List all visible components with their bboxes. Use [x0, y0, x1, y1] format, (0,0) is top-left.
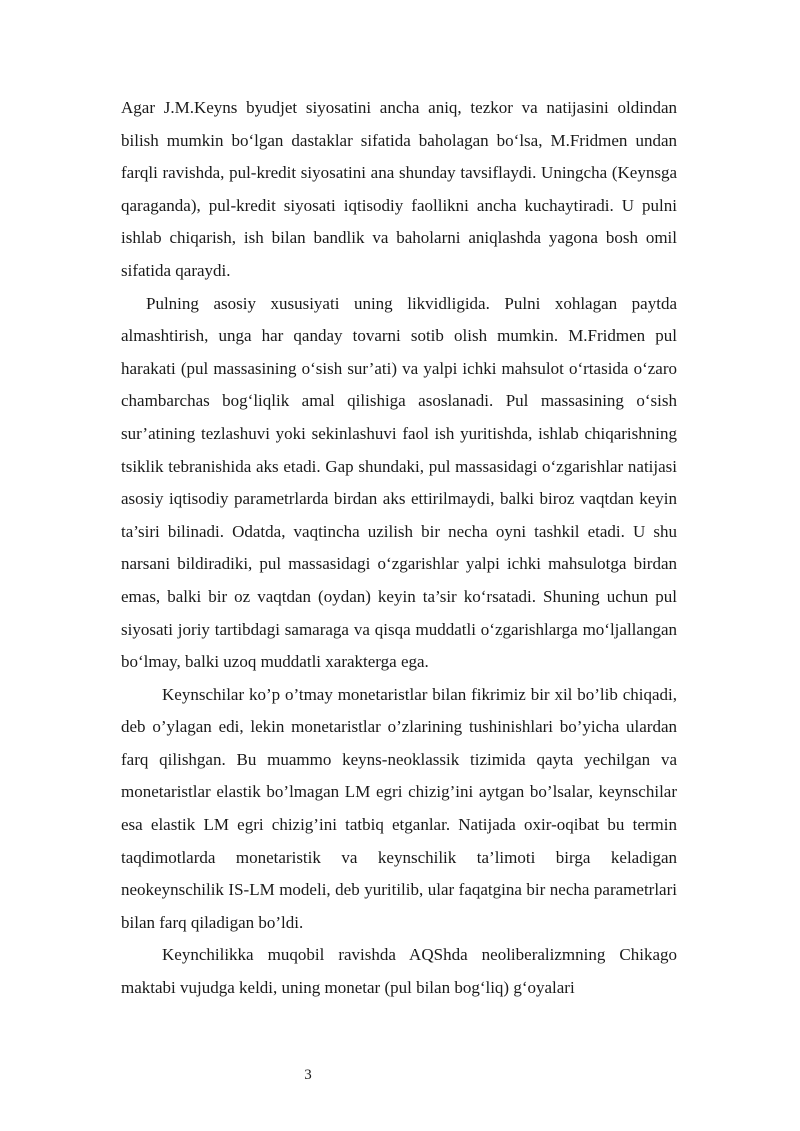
paragraph-keynschilar: Keynschilar ko’p o’tmay monetaristlar bilan fikrimiz bir xil bo’lib chiqadi, deb o’ylagan edi, lekin monetaristlar o’zlarining tushinishlari bo’yicha ulardan farq qilishgan. Bu muammo keyns-neoklassik tizimida qayta yechilgan va monetaristlar elastik bo’lmagan LM egri chizig’ini aytgan bo’lsalar, keynschilar esa elastik LM egri chizig’ini tatbiq etganlar. Natijada oxir-oqibat bu termin taqdimotlarda monetaristik va keynschilik ta’limoti birga keladigan neokeynschilik IS-LM modeli, deb yuritilib, ular faqatgina bir necha parametrlari bilan farq qiladigan bo’ldi. [121, 684, 677, 932]
paragraph-keyns-fridmen: Agar J.M.Keyns byudjet siyosatini ancha aniq, tezkor va natijasini oldindan bilish mumkin bo‘lgan dastaklar sifatida baholagan bo‘lsa, M.Fridmen undan farqli ravishda, pul-kredit siyosatini ana shunday tavsiflaydi. Uningcha (Keynsga qaraganda), pul-kredit siyosati iqtisodiy faollikni ancha kuchaytiradi. U pulni ishlab chiqarish, ish bilan bandlik va baholarni aniqlashda yagona bosh omil sifatida qaraydi. [121, 98, 677, 280]
paragraph-pul-likvidligi: Pulning asosiy xususiyati uning likvidligida. Pulni xohlagan paytda almashtirish, unga har qanday tovarni sotib olish mumkin. M.Fridmen pul harakati (pul massasining o‘sish sur’ati) va yalpi ichki mahsulot o‘rtasida o‘zaro chambarchas bog‘liqlik amal qilishiga asoslanadi. Pul massasining o‘sish sur’atining tezlashuvi yoki sekinlashuvi faol ish yuritishda, ishlab chiqarishning tsiklik tebranishida aks etadi. Gap shundaki, pul massasidagi o‘zgarishlar natijasi asosiy iqtisodiy parametrlarda birdan aks ettirilmaydi, balki biroz vaqtdan keyin ta’siri bilinadi. Odatda, vaqtincha uzilish bir necha oyni tashkil etadi. U shu narsani bildiradiki, pul massasidagi o‘zgarishlar yalpi ichki mahsulotga birdan emas, balki bir oz vaqtdan (oydan) keyin ta’sir ko‘rsatadi. Shuning uchun pul siyosati joriy tartibdagi samaraga va qisqa muddatli o‘zgarishlarga mo‘ljallangan bo‘lmay, balki uzoq muddatli xarakterga ega. [121, 293, 677, 672]
page-body [121, 92, 677, 1005]
page-number: 3 [304, 1067, 312, 1083]
paragraph-chikago-maktabi: Keynchilikka muqobil ravishda AQShda neoliberalizmning Chikago maktabi vujudga keldi, uning monetar (pul bilan bog‘liq) g‘oyalari [121, 945, 677, 998]
